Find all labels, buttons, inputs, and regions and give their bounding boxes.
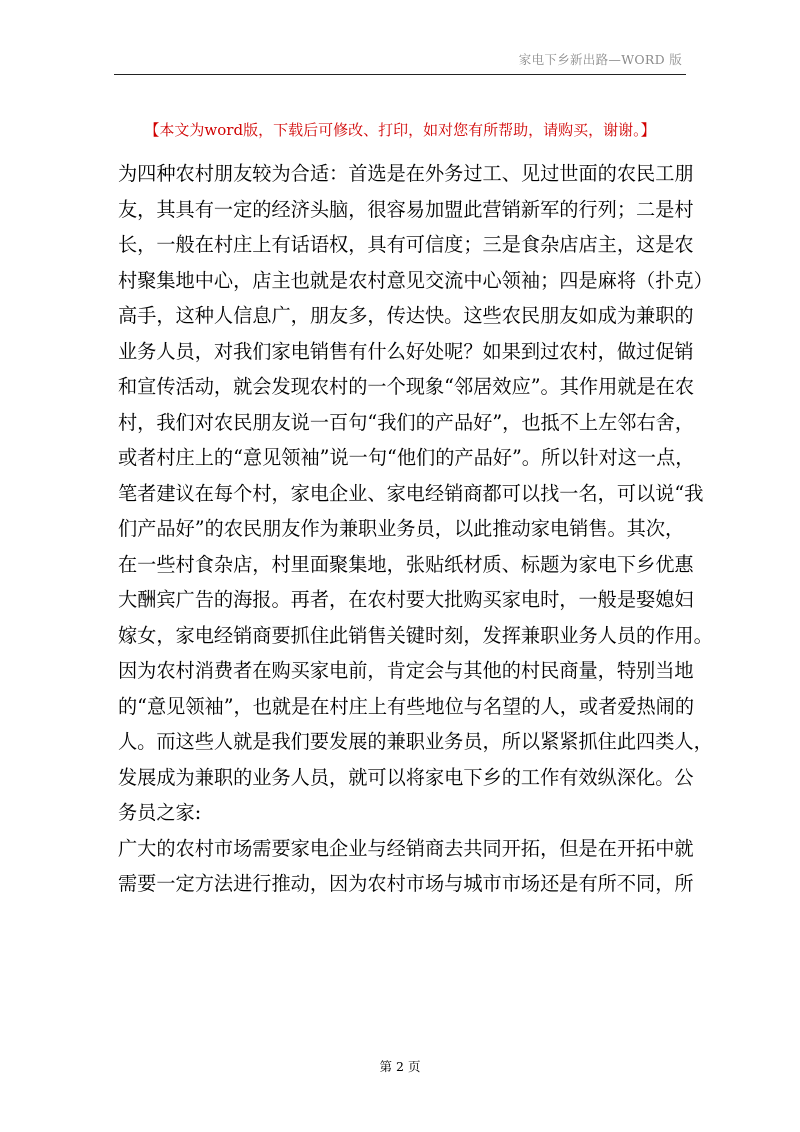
text-line: 为四种农村朋友较为合适：首选是在外务过工、见过世面的农民工朋: [118, 162, 694, 185]
text-line: 或者村庄上的“意见领袖”说一句“他们的产品好”。所以针对这一点，: [118, 446, 695, 469]
text-line: 高手，这种人信息广，朋友多，传达快。这些农民朋友如成为兼职的: [118, 304, 694, 327]
text-line: 广大的农村市场需要家电企业与经销商去共同开拓，但是在开拓中就: [118, 836, 694, 860]
text-line: 人。而这些人就是我们要发展的兼职业务员，所以紧紧抓住此四类人，: [118, 730, 713, 753]
text-line: 的“意见领袖”，也就是在村庄上有些地位与名望的人，或者爱热闹的: [118, 694, 695, 718]
page-number: 第 2 页: [379, 1059, 421, 1074]
text-line: 发展成为兼职的业务人员，就可以将家电下乡的工作有效纵深化。公: [118, 765, 694, 789]
text-line: 务员之家:: [118, 801, 202, 824]
text-line: 业务人员，对我们家电销售有什么好处呢？如果到过农村，做过促销: [118, 339, 694, 363]
text-line: 嫁女，家电经销商要抓住此销售关键时刻，发挥兼职业务人员的作用。: [118, 623, 713, 647]
text-line: 友，其具有一定的经济头脑，很容易加盟此营销新军的行列；二是村: [118, 197, 694, 221]
text-line: 村，我们对农民朋友说一百句“我们的产品好”，也抵不上左邻右舍，: [118, 410, 695, 434]
header-divider: [114, 74, 686, 75]
text-line: 村聚集地中心，店主也就是农村意见交流中心领袖；四是麻将（扑克）: [118, 268, 713, 292]
running-header: 家电下乡新出路—WORD 版: [518, 52, 682, 67]
text-line: 笔者建议在每个村，家电企业、家电经销商都可以找一名，可以说“我: [118, 481, 704, 505]
text-line: 和宣传活动，就会发现农村的一个现象“邻居效应”。其作用就是在农: [118, 375, 695, 398]
purchase-notice: 【本文为word版，下载后可修改、打印，如对您有所帮助，请购买，谢谢。】: [144, 121, 656, 139]
body-text: [118, 156, 713, 902]
text-line: 们产品好”的农民朋友作为兼职业务员，以此推动家电销售。其次，: [118, 517, 685, 540]
text-line: 因为农村消费者在购买家电前，肯定会与其他的村民商量，特别当地: [118, 659, 694, 682]
text-line: 长，一般在村庄上有话语权，具有可信度；三是食杂店店主，这是农: [118, 233, 694, 256]
text-line: 需要一定方法进行推动，因为农村市场与城市市场还是有所不同，所: [118, 872, 694, 895]
text-line: 大酬宾广告的海报。再者，在农村要大批购买家电时，一般是娶媳妇: [118, 588, 694, 611]
text-line: 在一些村食杂店，村里面聚集地，张贴纸材质、标题为家电下乡优惠: [118, 552, 694, 576]
